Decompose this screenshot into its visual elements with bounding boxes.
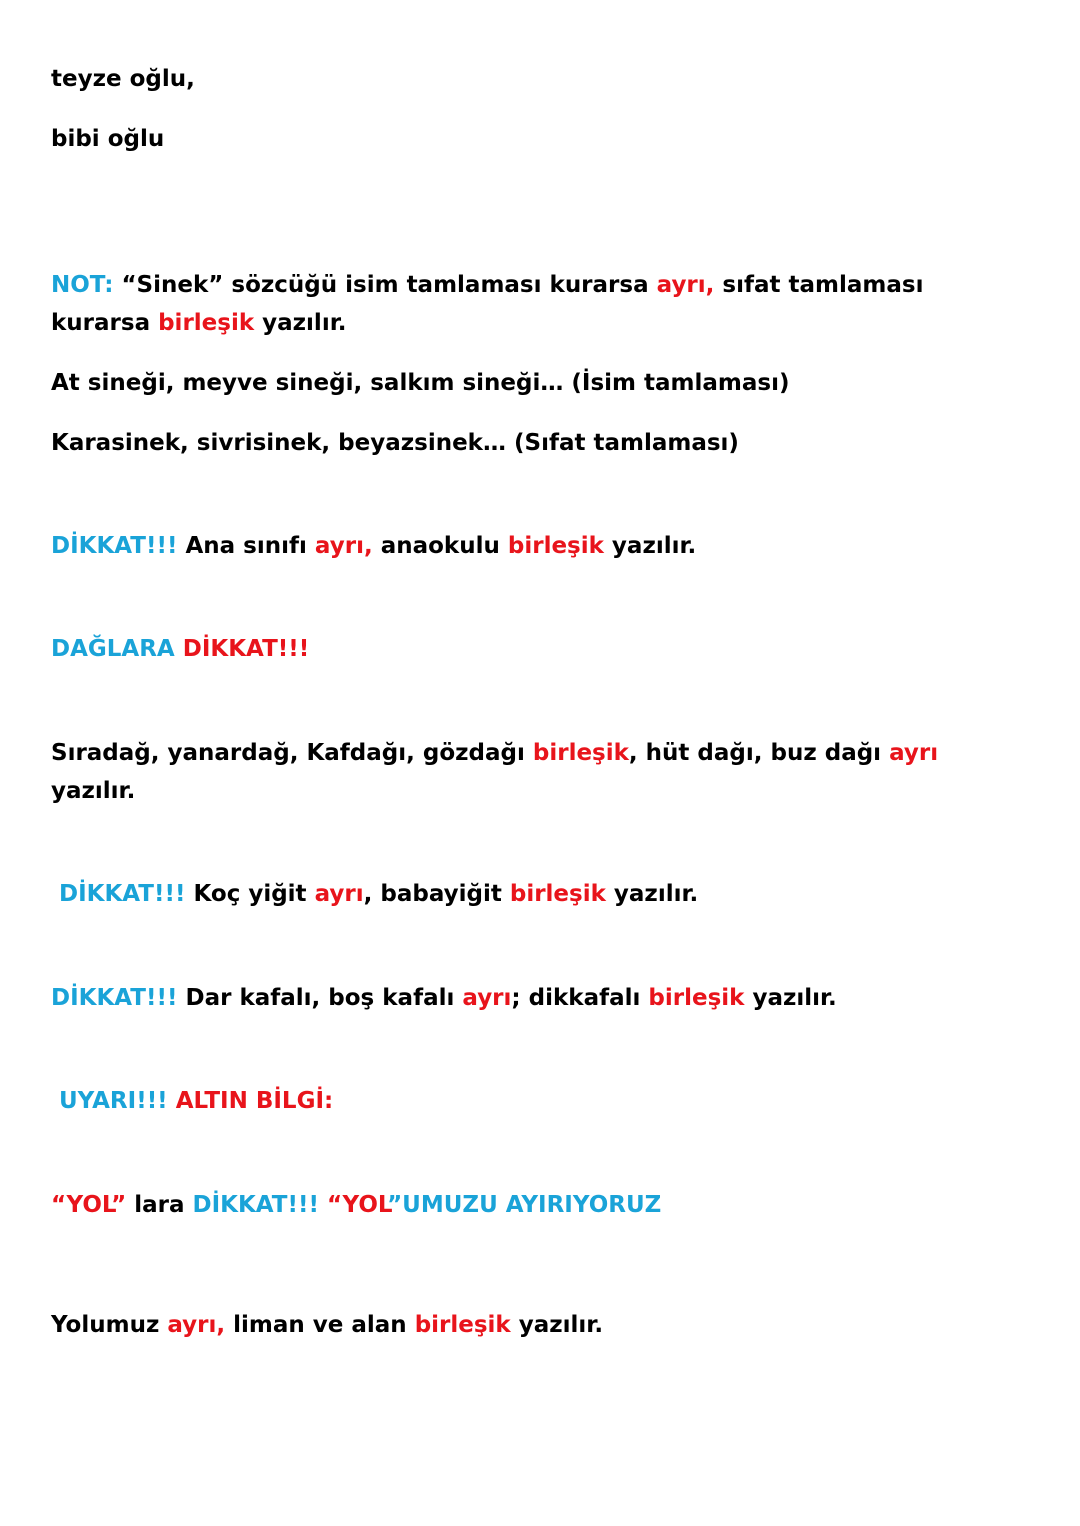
daglara-dikkat: DİKKAT!!! [182,636,310,662]
dag-text-1: Sıradağ, yanardağ, Kafdağı, gözdağı [51,740,533,766]
koc-text-3: yazılır. [605,881,699,907]
uyari-heading [59,1082,333,1120]
koc-ayri: ayrı [314,881,364,907]
dikkat-text-1: Ana sınıfı [177,533,315,559]
kafali-ayri: ayrı [462,985,512,1011]
note-text-2: sıfat tamlaması kurarsa [51,272,924,336]
kafali-text-3: yazılır. [744,985,837,1011]
note-sinek-paragraph [51,266,1011,342]
yol-lara: lara [126,1192,193,1218]
dikkat-text-2: anaokulu [372,533,508,559]
yol-quote-2: “YOL [326,1192,388,1218]
note-label: NOT: [51,272,114,298]
yol-heading [51,1186,661,1224]
kafali-birlesik: birleşik [648,985,745,1011]
kafali-text-2: ; dikkafalı [511,985,649,1011]
daglara-word: DAĞLARA [51,636,175,662]
dikkat-birlesik: birleşik [507,533,604,559]
yolumuz-text-3: yazılır. [510,1312,604,1338]
dikkat-kafali-line [51,979,837,1017]
dag-birlesik: birleşik [532,740,629,766]
dikkat-label: DİKKAT!!! [51,533,178,559]
daglara-heading [51,630,309,668]
yolumuz-text-1: Yolumuz [51,1312,168,1338]
koc-birlesik: birleşik [509,881,606,907]
note-ayri: ayrı, [656,272,715,298]
yolumuz-birlesik: birleşik [414,1312,511,1338]
intro-line-bibi: bibi oğlu [51,126,165,152]
yolumuz-ayri: ayrı, [167,1312,226,1338]
dikkat-text-3: yazılır. [603,533,697,559]
koc-text-2: , babayiğit [363,881,510,907]
note-text-3: yazılır. [254,310,347,336]
dikkat-koc-line [59,875,698,913]
dag-paragraph [51,734,1011,810]
dag-ayri: ayrı [889,740,939,766]
intro-line-teyze: teyze oğlu, [51,66,195,92]
dag-text-2: , hüt dağı, buz dağı [628,740,890,766]
yol-dikkat: DİKKAT!!! [192,1192,319,1218]
kafali-text-1: Dar kafalı, boş kafalı [177,985,463,1011]
yolumuz-line [51,1306,603,1344]
uyari-label: UYARI!!! [59,1088,168,1114]
dikkat-label: DİKKAT!!! [59,881,186,907]
dikkat-anasinifi-line [51,527,696,565]
yol-umuzu-ayiriyoruz: ”UMUZU AYIRIYORUZ [387,1192,662,1218]
example-isim-tamlamasi: At sineği, meyve sineği, salkım sineği… (İsim tamlaması) [51,370,790,396]
yol-quote-1: “YOL” [51,1192,127,1218]
koc-text-1: Koç yiğit [185,881,315,907]
example-sifat-tamlamasi: Karasinek, sivrisinek, beyazsinek… (Sıfat tamlaması) [51,430,739,456]
yolumuz-text-2: liman ve alan [225,1312,415,1338]
note-text-1: “Sinek” sözcüğü isim tamlaması kurarsa [113,272,657,298]
dikkat-label: DİKKAT!!! [51,985,178,1011]
dag-text-3: yazılır. [51,778,136,804]
note-birlesik: birleşik [158,310,255,336]
dikkat-ayri: ayrı, [314,533,373,559]
altin-bilgi-label: ALTIN BİLGİ: [175,1088,334,1114]
